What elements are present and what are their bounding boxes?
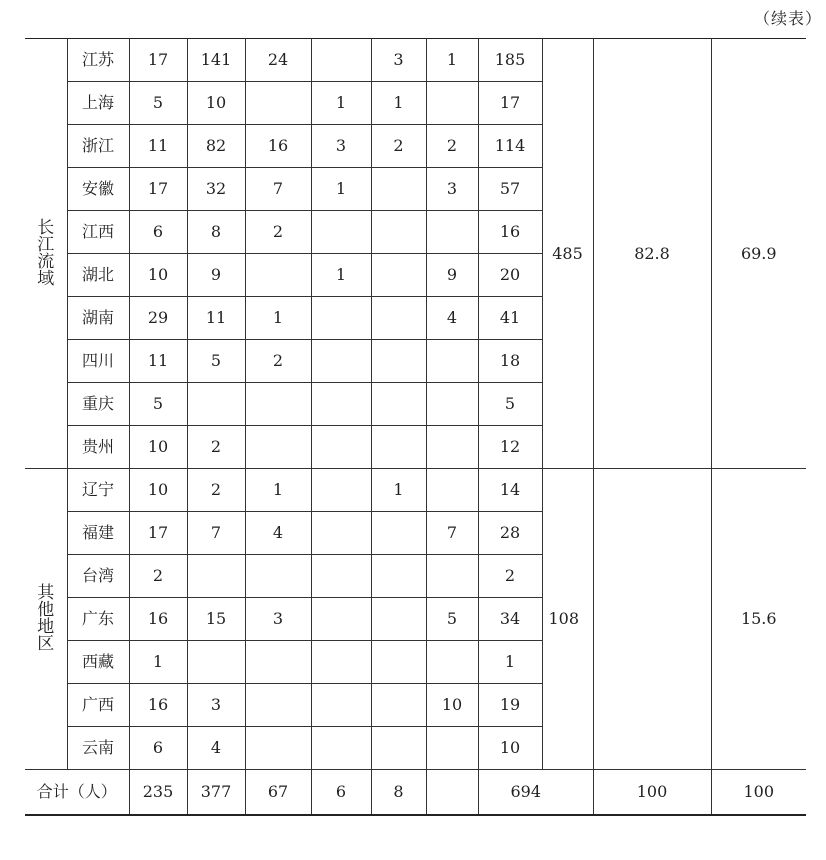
count-cell-c1: 5 [129,82,187,125]
total-row [25,770,806,815]
count-cell-c2: 8 [187,211,245,254]
count-cell-c3 [245,383,311,426]
count-cell-c1: 17 [129,168,187,211]
total-count-cell-c2: 377 [187,770,245,815]
count-cell-c2: 82 [187,125,245,168]
count-cell-c4: 1 [311,254,371,297]
province-cell: 广东 [67,598,129,641]
count-cell-c6 [426,727,478,770]
count-cell-c4 [311,426,371,469]
total-count-cell-c6 [426,770,478,815]
count-cell-c6: 7 [426,512,478,555]
count-cell-c3 [245,555,311,598]
count-cell-c4 [311,598,371,641]
count-cell-c6 [426,555,478,598]
province-total-cell: 12 [478,426,542,469]
region-cell [25,39,67,469]
province-cell: 四川 [67,340,129,383]
count-cell-c2: 141 [187,39,245,82]
count-cell-c1: 6 [129,211,187,254]
count-cell-c1: 16 [129,684,187,727]
count-cell-c3 [245,82,311,125]
count-cell-c4 [311,641,371,684]
count-cell-c5: 3 [371,39,426,82]
count-cell-c2: 10 [187,82,245,125]
count-cell-c4 [311,297,371,340]
count-cell-c6: 10 [426,684,478,727]
count-cell-c2: 11 [187,297,245,340]
province-cell: 安徽 [67,168,129,211]
count-cell-c1: 11 [129,125,187,168]
count-cell-c3 [245,641,311,684]
count-cell-c3: 3 [245,598,311,641]
count-cell-c1: 5 [129,383,187,426]
count-cell-c2: 5 [187,340,245,383]
count-cell-c1: 17 [129,512,187,555]
region-label: 长江流域 [37,217,55,289]
count-cell-c2: 7 [187,512,245,555]
count-cell-c2 [187,641,245,684]
province-cell: 上海 [67,82,129,125]
province-total-cell: 5 [478,383,542,426]
table-row [25,39,806,82]
count-cell-c1: 16 [129,598,187,641]
count-cell-c1: 10 [129,426,187,469]
count-cell-c6 [426,340,478,383]
count-cell-c5 [371,684,426,727]
province-total-cell: 16 [478,211,542,254]
count-cell-c5: 1 [371,469,426,512]
count-cell-c2: 4 [187,727,245,770]
count-cell-c4: 3 [311,125,371,168]
count-cell-c6 [426,82,478,125]
count-cell-c2: 9 [187,254,245,297]
count-cell-c4 [311,211,371,254]
region-cell [25,469,67,770]
province-total-cell: 17 [478,82,542,125]
count-cell-c1: 1 [129,641,187,684]
total-count-cell-c1: 235 [129,770,187,815]
count-cell-c1: 29 [129,297,187,340]
count-cell-c4 [311,555,371,598]
province-cell: 福建 [67,512,129,555]
count-cell-c5 [371,641,426,684]
count-cell-c1: 6 [129,727,187,770]
count-cell-c4 [311,684,371,727]
count-cell-c6: 1 [426,39,478,82]
table-body [25,39,806,815]
count-cell-c4 [311,727,371,770]
count-cell-c3: 1 [245,297,311,340]
province-cell: 台湾 [67,555,129,598]
province-cell: 西藏 [67,641,129,684]
region-percent-a-cell: 82.8 [593,39,711,469]
count-cell-c2 [187,555,245,598]
count-cell-c3: 7 [245,168,311,211]
count-cell-c5 [371,340,426,383]
count-cell-c1: 10 [129,469,187,512]
continued-table-label: （续表） [753,9,822,28]
total-count-cell-c3: 67 [245,770,311,815]
count-cell-c6 [426,469,478,512]
count-cell-c1: 2 [129,555,187,598]
count-cell-c3: 1 [245,469,311,512]
region-percent-b-cell: 15.6 [711,469,806,770]
statistics-table [25,38,806,816]
count-cell-c5 [371,254,426,297]
total-percent-a-cell: 100 [593,770,711,815]
province-total-cell: 19 [478,684,542,727]
province-total-cell: 57 [478,168,542,211]
province-total-cell: 10 [478,727,542,770]
count-cell-c6 [426,641,478,684]
province-cell: 贵州 [67,426,129,469]
count-cell-c3: 16 [245,125,311,168]
count-cell-c2: 32 [187,168,245,211]
count-cell-c5: 2 [371,125,426,168]
count-cell-c3 [245,254,311,297]
province-total-cell: 114 [478,125,542,168]
province-total-cell: 185 [478,39,542,82]
total-count-cell-c5: 8 [371,770,426,815]
count-cell-c1: 11 [129,340,187,383]
count-cell-c2: 2 [187,469,245,512]
province-total-cell: 28 [478,512,542,555]
count-cell-c2: 15 [187,598,245,641]
count-cell-c4 [311,512,371,555]
region-subtotal-cell: 485 [542,39,593,469]
count-cell-c2: 3 [187,684,245,727]
count-cell-c2 [187,383,245,426]
count-cell-c3: 4 [245,512,311,555]
count-cell-c5 [371,383,426,426]
province-total-cell: 2 [478,555,542,598]
count-cell-c4 [311,39,371,82]
count-cell-c4 [311,383,371,426]
province-cell: 江西 [67,211,129,254]
total-percent-b-cell: 100 [711,770,806,815]
province-cell: 广西 [67,684,129,727]
province-total-cell: 34 [478,598,542,641]
count-cell-c6: 5 [426,598,478,641]
province-cell: 浙江 [67,125,129,168]
count-cell-c5 [371,426,426,469]
region-percent-b-cell: 69.9 [711,39,806,469]
count-cell-c4 [311,340,371,383]
province-total-cell: 1 [478,641,542,684]
province-total-cell: 20 [478,254,542,297]
total-count-cell-c4: 6 [311,770,371,815]
count-cell-c5 [371,598,426,641]
province-cell: 湖南 [67,297,129,340]
province-total-cell: 14 [478,469,542,512]
count-cell-c5 [371,168,426,211]
province-total-cell: 41 [478,297,542,340]
province-cell: 云南 [67,727,129,770]
count-cell-c1: 10 [129,254,187,297]
count-cell-c3 [245,727,311,770]
count-cell-c3: 24 [245,39,311,82]
count-cell-c4 [311,469,371,512]
count-cell-c6 [426,211,478,254]
province-cell: 辽宁 [67,469,129,512]
count-cell-c6 [426,383,478,426]
count-cell-c6: 2 [426,125,478,168]
count-cell-c5 [371,211,426,254]
grand-total-cell: 694 [478,770,593,815]
count-cell-c1: 17 [129,39,187,82]
region-label: 其他地区 [37,583,55,654]
region-subtotal-cell: 108 [542,469,593,770]
count-cell-c4: 1 [311,82,371,125]
count-cell-c6: 3 [426,168,478,211]
count-cell-c3: 2 [245,340,311,383]
count-cell-c5 [371,297,426,340]
province-cell: 重庆 [67,383,129,426]
table-row [25,469,806,512]
count-cell-c6: 4 [426,297,478,340]
count-cell-c6: 9 [426,254,478,297]
count-cell-c5 [371,727,426,770]
count-cell-c5 [371,512,426,555]
count-cell-c2: 2 [187,426,245,469]
province-cell: 湖北 [67,254,129,297]
count-cell-c5 [371,555,426,598]
province-total-cell: 18 [478,340,542,383]
count-cell-c6 [426,426,478,469]
count-cell-c5: 1 [371,82,426,125]
count-cell-c3: 2 [245,211,311,254]
count-cell-c3 [245,426,311,469]
province-cell: 江苏 [67,39,129,82]
count-cell-c3 [245,684,311,727]
total-label-cell: 合计（人） [25,770,129,815]
region-percent-a-cell [593,469,711,770]
count-cell-c4: 1 [311,168,371,211]
